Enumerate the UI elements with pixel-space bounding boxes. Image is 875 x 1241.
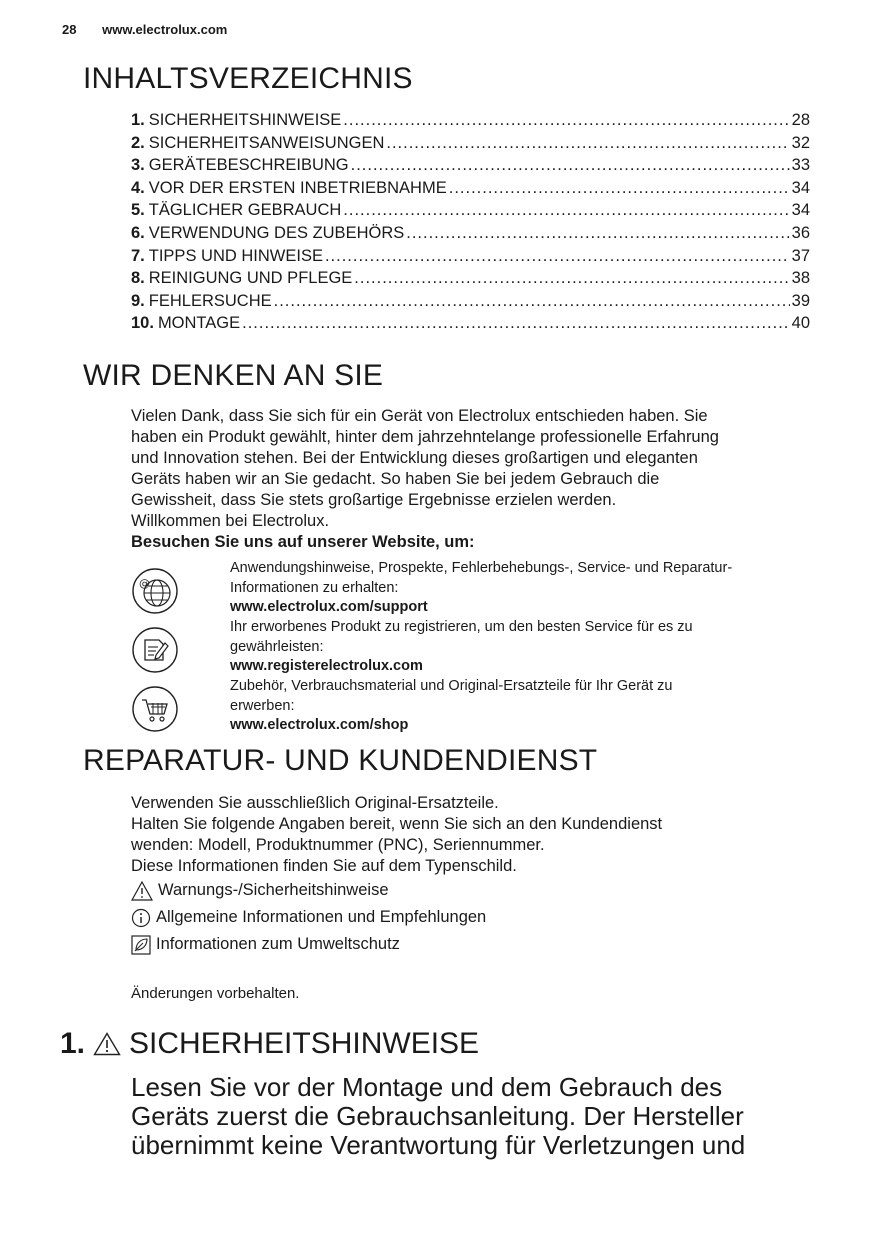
toc-entry[interactable]: 5. TÄGLICHER GEBRAUCH ..... 34	[131, 201, 810, 224]
welcome-text: Vielen Dank, dass Sie sich für ein Gerät von Electrolux entschieden haben. Sie haben ein Produkt gewählt, hinter dem jahrzehntelange professionelle Erfahrung und Innovation stehen. Bei der Entwicklung dieses großartigen und eleganten Geräts haben wir an Sie gedacht. So haben Sie bei jedem Gebrauch die Gewissheit, dass Sie stets großartige Ergebnisse erzielen werden. Willkommen bei Electrolux. Besuchen Sie uns auf unserer Website, um:	[131, 406, 811, 553]
section-number: 1.	[60, 1027, 86, 1060]
toc-entry[interactable]: 8. REINIGUNG UND PFLEGE ..... 38	[131, 269, 810, 292]
website-link[interactable]: www.electrolux.com	[102, 22, 228, 37]
globe-web-icon	[131, 567, 179, 615]
shopping-cart-icon	[131, 685, 179, 733]
section-1-intro: Lesen Sie vor der Montage und dem Gebrauch des Geräts zuerst die Gebrauchsanleitung. Der Hersteller übernimmt keine Verantwortung für Verletzungen und	[131, 1072, 746, 1160]
info-circle-icon	[131, 908, 151, 928]
support-link[interactable]: www.electrolux.com/support	[230, 599, 428, 615]
section-title: SICHERHEITSHINWEISE	[129, 1027, 480, 1060]
warning-triangle-icon	[131, 881, 153, 901]
page-header	[62, 22, 227, 37]
website-item-shop: Zubehör, Verbrauchsmaterial und Original-Ersatzteile für Ihr Gerät zu erwerben: www.electrolux.com/shop	[131, 677, 821, 736]
welcome-title: WIR DENKEN AN SIE	[83, 359, 384, 392]
service-text: Verwenden Sie ausschließlich Original-Ersatzteile. Halten Sie folgende Angaben bereit, wenn Sie sich an den Kundendienst wenden: Modell, Produktnummer (PNC), Seriennummer. Diese Informationen finden Sie auf dem Typenschild.	[131, 794, 663, 875]
registration-form-icon	[131, 626, 179, 674]
website-list	[131, 559, 821, 736]
legend-environment: Informationen zum Umweltschutz	[131, 931, 486, 958]
toc-entry[interactable]: 6. VERWENDUNG DES ZUBEHÖRS ..... 36	[131, 224, 810, 247]
page-number: 28	[62, 22, 77, 37]
toc-entry[interactable]: 9. FEHLERSUCHE ..... 39	[131, 292, 810, 315]
toc-entry[interactable]: 4. VOR DER ERSTEN INBETRIEBNAHME ..... 34	[131, 179, 810, 202]
register-link[interactable]: www.registerelectrolux.com	[230, 658, 423, 674]
changes-note: Änderungen vorbehalten.	[131, 985, 300, 1002]
service-title: REPARATUR- UND KUNDENDIENST	[83, 744, 598, 777]
toc-entry[interactable]: 3. GERÄTEBESCHREIBUNG ..... 33	[131, 156, 810, 179]
toc-entry[interactable]: 10. MONTAGE ..... 40	[131, 314, 810, 337]
leaf-environment-icon	[131, 935, 151, 955]
toc-title: INHALTSVERZEICHNIS	[83, 62, 413, 95]
toc-entry[interactable]: 1. SICHERHEITSHINWEISE ..... 28	[131, 111, 810, 134]
legend-warning: Warnungs-/Sicherheitshinweise	[131, 877, 486, 904]
section-1-heading	[60, 1027, 479, 1061]
website-item-support: @ Anwendungshinweise, Prospekte, Fehlerbehebungs-, Service- und Reparatur- Informationen zu erhalten: www.electrolux.com/support	[131, 559, 821, 618]
toc-entry[interactable]: 2. SICHERHEITSANWEISUNGEN ..... 32	[131, 134, 810, 157]
svg-text:@: @	[139, 577, 150, 590]
website-item-register: Ihr erworbenes Produkt zu registrieren, um den besten Service für es zu gewährleisten: www.registerelectrolux.com	[131, 618, 821, 677]
warning-triangle-icon	[93, 1032, 121, 1056]
visit-heading: Besuchen Sie uns auf unserer Website, um:	[131, 533, 475, 551]
shop-link[interactable]: www.electrolux.com/shop	[230, 717, 409, 733]
toc-entry[interactable]: 7. TIPPS UND HINWEISE ..... 37	[131, 247, 810, 270]
symbol-legend	[131, 877, 486, 958]
table-of-contents	[131, 111, 810, 337]
legend-info: Allgemeine Informationen und Empfehlungen	[131, 904, 486, 931]
